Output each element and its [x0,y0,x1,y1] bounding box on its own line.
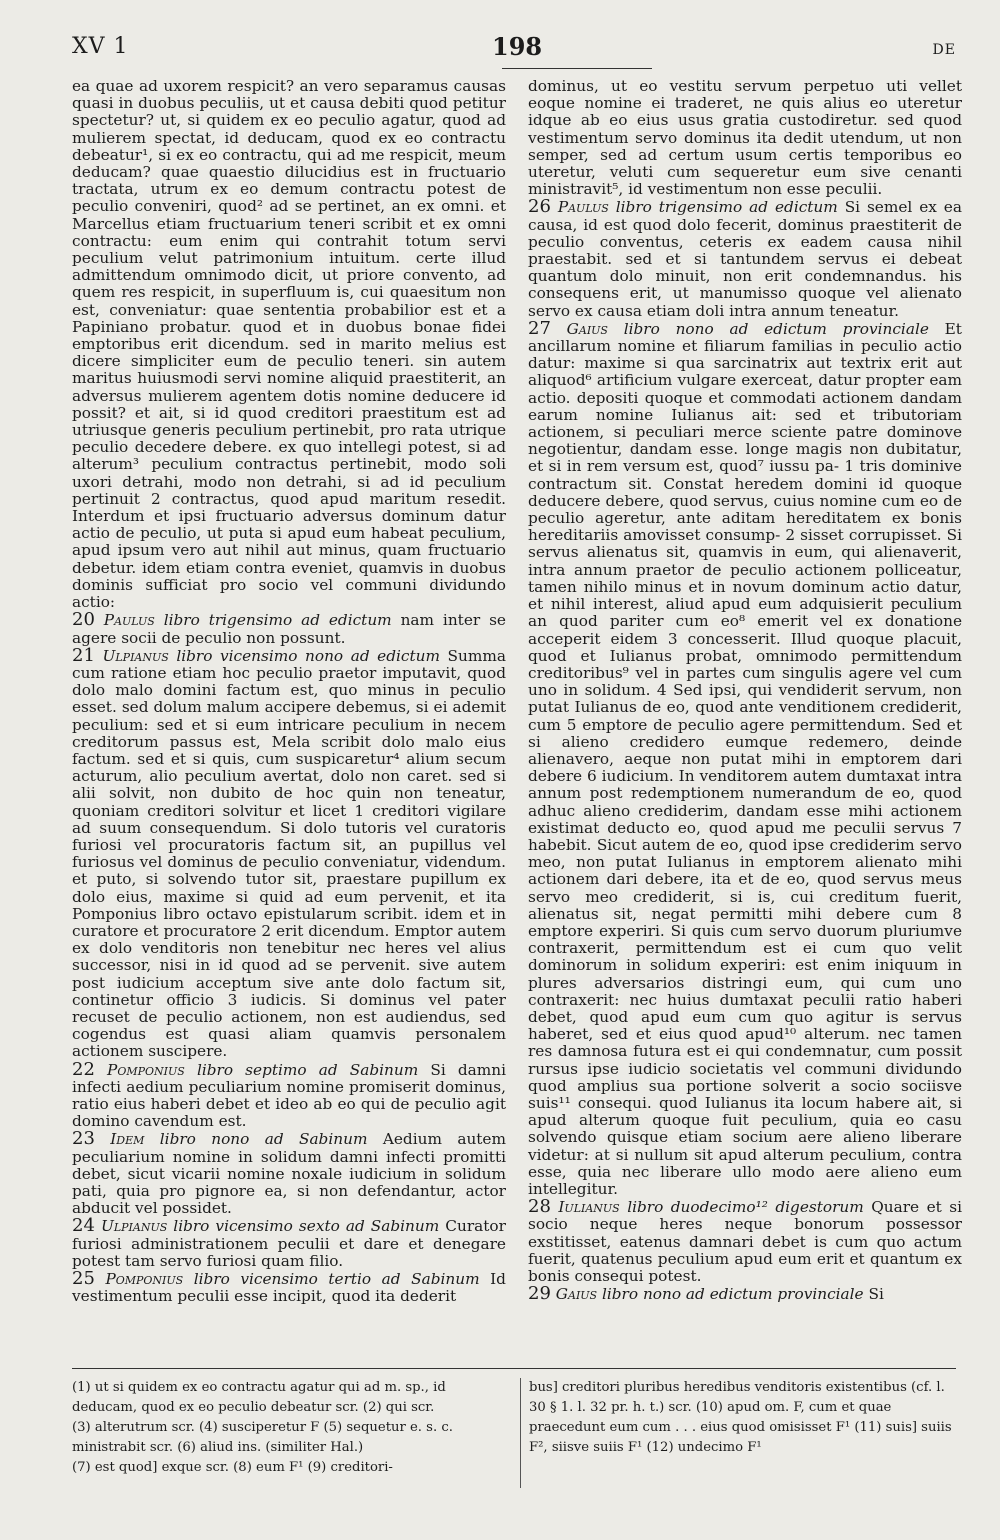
passage-text: Id vestimentum peculii esse incipit, quod ita dederit [72,1270,506,1306]
source-reference: libro nono ad edictum provinciale [623,319,929,338]
lex-passage [72,1130,506,1217]
lex-number: 26 [528,196,551,218]
lex-passage [528,198,962,319]
jurist-name: Pomponius [105,1270,184,1289]
source-reference: libro vicensimo tertio ad Sabinum [193,1270,480,1289]
jurist-name: Pomponius [107,1060,185,1079]
footnotes-left [72,1378,500,1478]
passage-text: Curator furiosi administrationem peculii et dare et denegare potest tam servo furiosi quam filio. [72,1217,506,1270]
footnote-line: (3) alterutrum scr. (4) susciperetur F (5) sequetur e. s. c. ministrabit scr. (6) aliud ins. (similiter Hal.) [72,1420,453,1455]
footnote-rule [72,1368,956,1369]
lex-number: 22 [72,1058,95,1080]
passage-text: Si semel ex ea causa, id est quod dolo fecerit, dominus praestiterit de peculio conventus, ceteris ex eadem causa nihil praestabit. sed et si tantundem servus ei debeat quantum dolo minuit, non erit condemnandus. his consequens erit, ut manumisso quoque vel alienato servo ex causa etiam doli intra annum teneatur. [528,198,962,320]
passage-text: Si [868,1285,884,1304]
jurist-name: Idem [110,1130,145,1149]
lex-passage [528,1285,962,1303]
jurist-name: Gaius [555,1285,598,1304]
lex-passage [72,644,506,1061]
lex-number: 25 [72,1268,95,1290]
lex-number: 21 [72,644,95,666]
source-reference: libro vicensimo nono ad edictum [176,646,440,665]
jurist-name: Ulpianus [100,1217,168,1236]
footnote-line: (7) est quod] exque scr. (8) eum F¹ (9) creditori- [72,1460,393,1475]
lex-passage [528,317,962,1198]
book-title-marker: XV 1 [72,34,129,59]
lex-number: 20 [72,609,95,631]
source-reference: libro trigensimo ad edictum [615,198,838,217]
passage-text: Si damni infecti aedium peculiarium nomine promiserit dominus, ratio eius haberi debet et ideo ab eo qui de peculio agit domino cavendum est. [72,1060,507,1131]
source-reference: libro nono ad Sabinum [159,1130,368,1149]
passage-text: Aedium autem peculiarium nomine in solidum damni infecti promitti debet, sicut vicarii nomine noxale iudicium in solidum pati, quia pro pignore ea, si non defendantur, actor abducit vel possidet. [72,1130,506,1218]
lex-passage [72,611,506,646]
left-column [72,78,506,1305]
footnote-line: bus] creditori pluribus heredibus venditoris existentibus (cf. l. 30 § 1. l. 32 pr. h. t.) scr. (10) apud om. F, cum et quae praecedunt eum cum . . . eius quod omisisset F¹ (11) suis] suiis F², siisve suiis F¹ (12) undecimo F¹ [529,1380,952,1455]
right-column [528,78,962,1303]
source-reference: libro trigensimo ad edictum [163,611,392,630]
jurist-name: Ulpianus [102,646,169,665]
passage-text: ea quae ad uxorem respicit? an vero separamus causas quasi in duobus peculiis, ut et causa debiti quod petitur spectetur? ut, si quidem ex eo peculio agatur, quod ad mulierem spectat, id deducam, quod ex eo contractu debeatur¹, si ex eo contractu, qui ad me respicit, meum deducam? quae quaestio dilucidius est in fructuario tractata, utrum ex eo demum contractu potest de peculio conveniri, quod² ad se pertinet, an ex omni. et Marcellus etiam fructuarium teneri scribit et ex omni contractu: eum enim qui contrahit totum servi peculium velut patrimonium intuitum. certe illud admittendum omnimodo dicit, ut priore convento, ad quem res respicit, in superfluum is, cui quaesitum non est, conveniatur: quae sententia probabilior est et a Papiniano probatur. quod et in duobus bonae fidei emptoribus erit dicendum. sed in marito melius est dicere simpliciter eum de peculio teneri. sin autem maritus huiusmodi servi nomine aliquid praestiterit, an adversus mulierem agentem dotis nomine deducere id possit? et ait, si id quod creditori praestitum est ad utriusque generis peculium pertinebit, pro rata utrique peculio decedere debere. ex quo intellegi potest, si ad alterum³ peculium contractus pertinebit, modo soli uxori detrahi, modo non detrahi, si ad id peculium pertinuit 2 contractus, quod apud maritum resedit. Interdum et ipsi fructuario adversus dominum datur actio de peculio, ut puta si apud eum habeat peculium, apud ipsum vero aut nihil aut minus, quam fructuario debetur. idem etiam contra eveniet, quamvis in duobus dominis sufficiat pro socio vel communi dividundo actio: [72,77,506,612]
passage-text: Et ancillarum nomine et filiarum familias in peculio actio datur: maxime si qua sarcinatrix aut textrix erit aut aliquod⁶ artificium vulgare exerceat, datur propter eam actio. depositi quoque et commodati actionem dandam earum nomine Iulianus ait: sed et tributoriam actionem, si peculiari merce sciente patre dominove negotientur, dandam esse. longe magis non dubitatur, et si in rem versum est, quod⁷ iussu pa- 1 tris dominive contractum sit. Constat heredem domini id quoque deducere debere, quod servus, cuius nomine cum eo de peculio ageretur, ante aditam hereditatem ex bonis hereditariis amovisset consump- 2 sisset corrupisset. Si servus alienatus sit, quamvis in eum, qui alienaverit, intra annum praetor de peculio actionem polliceatur, tamen nihilo minus et in novum dominum actio datur, et nihil interest, aliud apud eum adquisierit peculium an quod pariter cum eo⁸ emerit vel ex donatione acceperit eidem 3 concesserit. Illud quoque placuit, quod et Iulianus probat, omnimodo permittendum creditoribus⁹ vel in partes cum singulis agere vel cum uno in solidum. 4 Sed ipsi, qui vendiderit servum, non putat Iulianus de eo, quod ante venditionem crediderit, cum 5 emptore de peculio agere permittendum. Sed et si alieno credidero eumque redemero, deinde alienavero, aeque non putat mihi in emptorem dari debere 6 iudicium. In venditorem autem dumtaxat intra annum post redemptionem numerandum de eo, quod adhuc alieno crediderim, dandam esse mihi actionem existimat deducto eo, quod apud me peculii servus 7 habebit. Sicut autem de eo, quod ipse crediderim servo meo, non putat Iulianus in emptorem alienato mihi actionem dari debere, ita et de eo, quod servus meus servo meo crediderit, si is, cui creditum fuerit, alienatus sit, negat permitti mihi debere cum 8 emptore experiri. Si quis cum servo duorum pluriumve contraxerit, permittendum est ei cum quo velit dominorum in solidum experiri: est enim iniquum in plures adversarios distringi eum, qui cum uno contraxerit: nec huius dumtaxat peculii ratio haberi debet, quod apud eum cum quo agitur is servus haberet, sed et eius quod apud¹⁰ alterum. nec tamen res damnosa futura est ei qui condemnatur, cum possit rursus ipse iudicio societatis vel communi dividundo quod amplius sua portione solverit a socio sociisve suis¹¹ consequi. quod Iulianus ita locum habere ait, si apud alterum quoque fuit peculium, quia eo casu solvendo quisque etiam socium aere alieno liberare videtur: at si nullum sit apud alterum peculium, contra esse, quia nec liberare ullo modo aere alieno eum intellegitur. [528,319,962,1198]
text-fragment [72,78,506,611]
passage-text: Summa cum ratione etiam hoc peculio praetor imputavit, quod dolo malo domini factum est, quo minus in peculio esset. sed dolum malum accipere debemus, si ei ademit peculium: sed et si eum intricare peculium in necem creditorum passus est, Mela scribit dolo malo eius factum. sed et si quis, cum suspicaretur⁴ alium secum acturum, alio peculium avertat, dolo non caret. sed si alii solvit, non dubito de hoc quin non teneatur, quoniam creditori solvitur et licet 1 creditori vigilare ad suum consequendum. Si dolo tutoris vel curatoris furiosi vel procuratoris factum sit, an pupillus vel furiosus vel dominus de peculio conveniatur, videndum. et puto, si solvendo tutor sit, praestare pupillum ex dolo eius, maxime si quid ad eum pervenit, et ita Pomponius libro octavo epistularum scribit. idem et in curatore et procuratore 2 erit dicendum. Emptor autem ex dolo venditoris non tenebitur nec heres vel alius successor, nisi in id quod ad se pervenit. sive autem post iudicium acceptum sive ante dolo factum sit, continetur officio 3 iudicis. Si dominus vel pater recuset de peculio actionem, non est audiendus, sed cogendus est quasi aliam quamvis personalem actionem suscipere. [72,646,506,1061]
source-reference: libro vicensimo sexto ad Sabinum [173,1217,440,1236]
lex-number: 29 [528,1283,551,1305]
lex-passage [72,1270,506,1305]
lex-number: 23 [72,1128,95,1150]
lex-passage [528,1198,962,1285]
source-reference: libro nono ad edictum provinciale [601,1285,864,1304]
text-fragment [528,78,962,198]
footnote-line: (1) ut si quidem ex eo contractu agatur qui ad m. sp., id deducam, quod ex eo peculio debeatur scr. (2) qui scr. [72,1380,446,1415]
lex-number: 28 [528,1196,551,1218]
passage-text: Quare et si socio neque heres neque bonorum possessor exstitisset, eatenus damnari debet is cum quo actum fuerit, quatenus peculium apud eum erit et quantum ex bonis consequi potest. [528,1198,962,1286]
page-header [72,30,956,70]
lex-passage [72,1217,506,1270]
lex-number: 27 [528,317,551,339]
header-rule [502,68,652,69]
lex-number: 24 [72,1215,95,1237]
jurist-name: Paulus [103,611,155,630]
passage-text: nam inter se agere socii de peculio non possunt. [72,611,506,647]
source-reference: libro duodecimo¹² digestorum [627,1198,864,1217]
source-reference: libro septimo ad Sabinum [196,1060,419,1079]
passage-text: dominus, ut eo vestitu servum perpetuo uti vellet eoque nomine ei traderet, ne quis alius eo uteretur idque ab eo eius usus gratia custodiretur. sed quod vestimentum servo dominus ita dedit utendum, ut non semper, sed ad certum usum certis temporibus eo uteretur, veluti cum sequeretur eum sive cenanti ministravit⁵, id vestimentum non esse peculii. [528,77,962,199]
jurist-name: Gaius [566,319,608,338]
running-head-right: DE [932,42,956,58]
page-number: 198 [492,32,543,61]
footnotes-right [520,1378,965,1488]
jurist-name: Iulianus [558,1198,620,1217]
lex-passage [72,1058,507,1131]
jurist-name: Paulus [557,198,609,217]
